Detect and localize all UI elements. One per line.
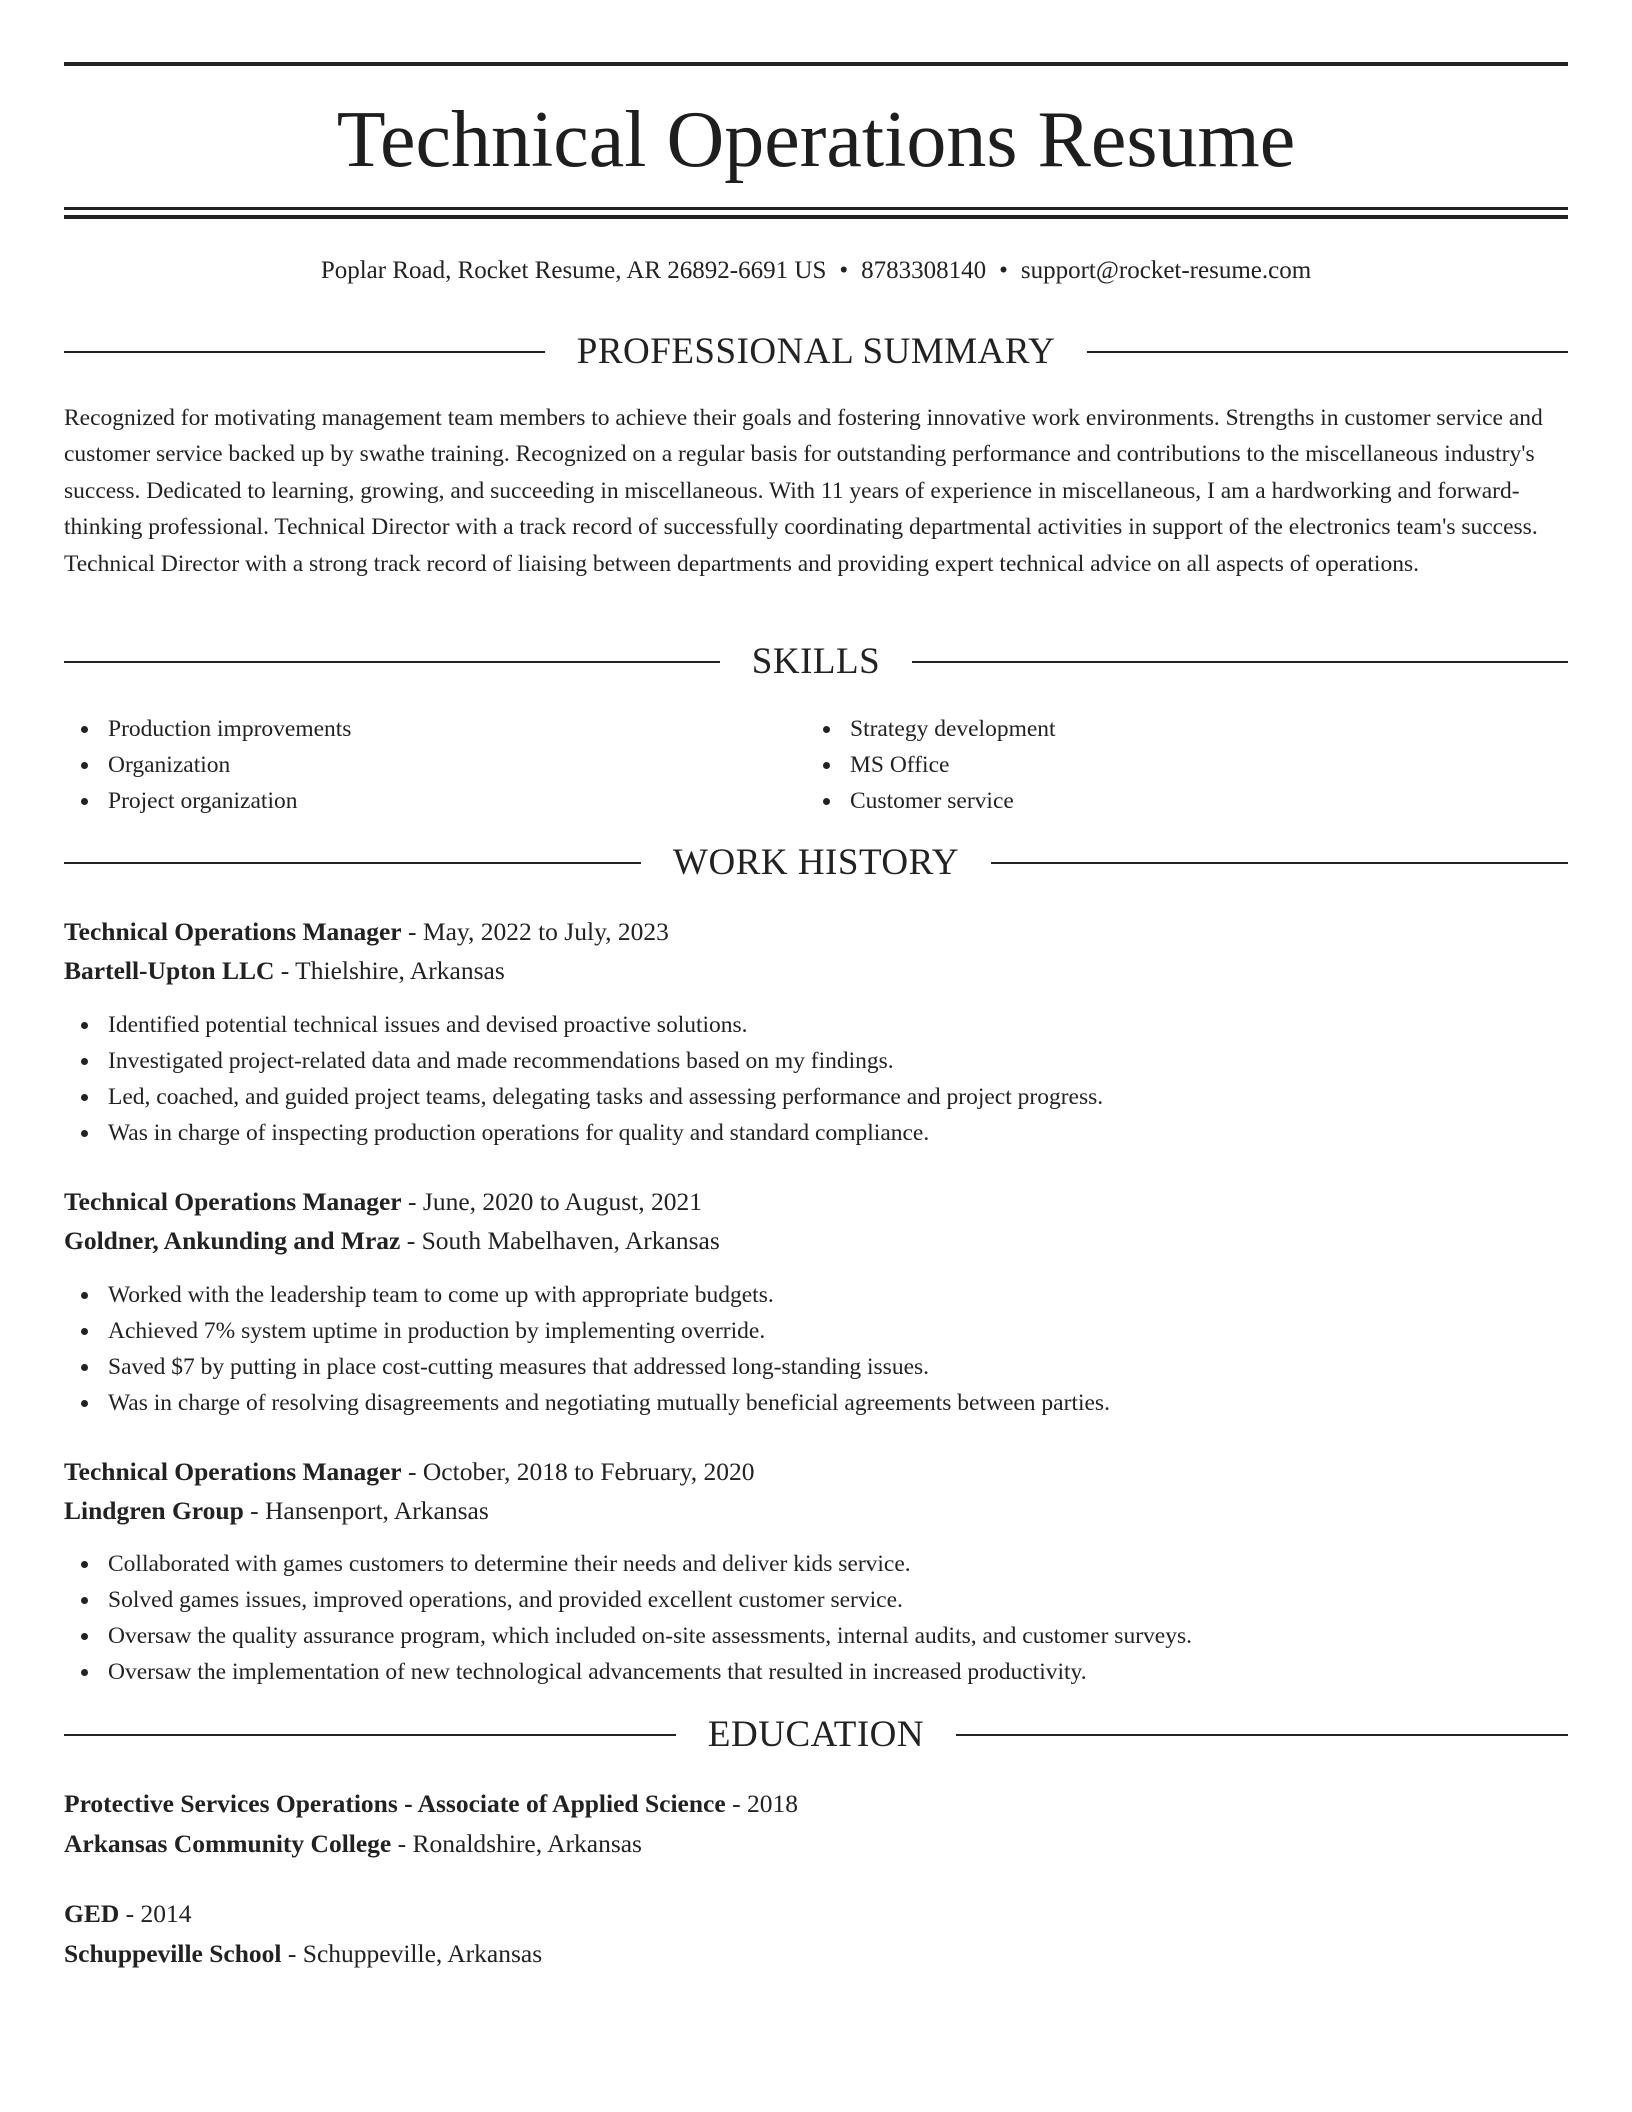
section-rule [64, 351, 545, 353]
job-bullet: Was in charge of resolving disagreements and negotiating mutually beneficial agreements between parties. [64, 1385, 1568, 1421]
job-bullet: Achieved 7% system uptime in production by implementing override. [64, 1313, 1568, 1349]
job-bullet: Was in charge of inspecting production operations for quality and standard compliance. [64, 1115, 1568, 1151]
dash: - [274, 956, 296, 985]
education-school: Schuppeville School [64, 1939, 282, 1968]
job-dates: June, 2020 to August, 2021 [422, 1187, 702, 1216]
job-bullets [64, 1546, 1568, 1690]
contact-separator: • [839, 257, 849, 284]
job-location: Thielshire, Arkansas [295, 956, 505, 985]
skill-item: MS Office [806, 747, 1506, 783]
job-bullet: Saved $7 by putting in place cost-cutting measures that addressed long-standing issues. [64, 1349, 1568, 1385]
job-title: Technical Operations Manager [64, 1457, 402, 1486]
section-title: EDUCATION [707, 1714, 925, 1755]
job-bullet: Identified potential technical issues and devised proactive solutions. [64, 1007, 1568, 1043]
dash: - [391, 1829, 413, 1858]
dash: - [401, 1187, 423, 1216]
job-bullet: Solved games issues, improved operations, and provided excellent customer service. [64, 1582, 1568, 1618]
skill-item: Organization [64, 747, 764, 783]
section-header-work-history [64, 841, 1568, 885]
contact-address: Poplar Road, Rocket Resume, AR 26892-6691 US [320, 257, 827, 284]
section-rule [1087, 351, 1568, 353]
job-company: Bartell-Upton LLC [64, 956, 275, 985]
top-rule [64, 62, 1568, 66]
job-title-line [64, 1454, 1568, 1490]
job-bullet: Led, coached, and guided project teams, delegating tasks and assessing performance and project progress. [64, 1079, 1568, 1115]
job-bullet: Oversaw the implementation of new technological advancements that resulted in increased productivity. [64, 1654, 1568, 1690]
job-bullet: Collaborated with games customers to determine their needs and deliver kids service. [64, 1546, 1568, 1582]
resume-title: Technical Operations Resume [336, 96, 1296, 184]
job-company: Goldner, Ankunding and Mraz [64, 1226, 401, 1255]
education-year: 2014 [140, 1899, 192, 1928]
job-bullets [64, 1277, 1568, 1421]
job-company-line [64, 1223, 1568, 1259]
title-rule-lower [64, 215, 1568, 219]
education-degree-line [64, 1786, 1568, 1822]
dash: - [243, 1496, 265, 1525]
education-school: Arkansas Community College [64, 1829, 392, 1858]
education-degree: Protective Services Operations - Associate of Applied Science [64, 1789, 726, 1818]
dash: - [401, 1457, 423, 1486]
section-title: WORK HISTORY [673, 842, 959, 883]
education-year: 2018 [746, 1789, 798, 1818]
dash: - [400, 1226, 422, 1255]
dash: - [401, 917, 423, 946]
job-bullets [64, 1007, 1568, 1151]
job-title-line [64, 1184, 1568, 1220]
job-title: Technical Operations Manager [64, 1187, 402, 1216]
skill-item: Project organization [64, 783, 764, 819]
dash: - [725, 1789, 747, 1818]
section-rule [64, 862, 641, 864]
job-location: Hansenport, Arkansas [265, 1496, 489, 1525]
contact-phone: 8783308140 [861, 257, 987, 284]
job-title: Technical Operations Manager [64, 917, 402, 946]
skills-list-left [64, 711, 764, 819]
job-bullet: Investigated project-related data and made recommendations based on my findings. [64, 1043, 1568, 1079]
section-header-summary [64, 330, 1568, 374]
section-rule [64, 1734, 676, 1736]
skill-item: Customer service [806, 783, 1506, 819]
section-rule [912, 661, 1568, 663]
education-school-line [64, 1826, 1568, 1862]
dash: - [119, 1899, 141, 1928]
education-degree: GED [64, 1899, 120, 1928]
job-dates: October, 2018 to February, 2020 [422, 1457, 755, 1486]
dash: - [281, 1939, 303, 1968]
job-dates: May, 2022 to July, 2023 [422, 917, 669, 946]
contact-line [64, 254, 1568, 288]
section-title: PROFESSIONAL SUMMARY [576, 331, 1056, 372]
job-location: South Mabelhaven, Arkansas [421, 1226, 720, 1255]
education-location: Ronaldshire, Arkansas [412, 1829, 642, 1858]
title-rule-upper [64, 207, 1568, 210]
skills-list-right [806, 711, 1506, 819]
summary-text: Recognized for motivating management team members to achieve their goals and fostering innovative work environments. Strengths in customer service and customer service backed up by swathe training. Recognized on a regular basis for outstanding performance and contributions to the miscellaneous industry's success. Dedicated to learning, growing, and succeeding in miscellaneous. With 11 years of experience in miscellaneous, I am a hardworking and forward-thinking professional. Technical Director with a track record of successfully coordinating departmental activities in support of the electronics team's success. Technical Director with a strong track record of liaising between departments and providing expert technical advice on all aspects of operations. [64, 405, 1543, 577]
section-header-education [64, 1713, 1568, 1757]
job-title-line [64, 914, 1568, 950]
section-rule [991, 862, 1568, 864]
job-bullet: Worked with the leadership team to come up with appropriate budgets. [64, 1277, 1568, 1313]
education-school-line [64, 1936, 1568, 1972]
job-company-line [64, 953, 1568, 989]
contact-email: support@rocket-resume.com [1020, 257, 1312, 284]
section-title: SKILLS [751, 641, 881, 682]
section-rule [956, 1734, 1568, 1736]
job-company-line [64, 1493, 1568, 1529]
section-rule [64, 661, 720, 663]
education-location: Schuppeville, Arkansas [302, 1939, 543, 1968]
job-company: Lindgren Group [64, 1496, 244, 1525]
education-degree-line [64, 1896, 1568, 1932]
skill-item: Production improvements [64, 711, 764, 747]
contact-separator: • [999, 257, 1008, 284]
job-bullet: Oversaw the quality assurance program, which included on-site assessments, internal audits, and customer surveys. [64, 1618, 1568, 1654]
skill-item: Strategy development [806, 711, 1506, 747]
section-header-skills [64, 640, 1568, 684]
